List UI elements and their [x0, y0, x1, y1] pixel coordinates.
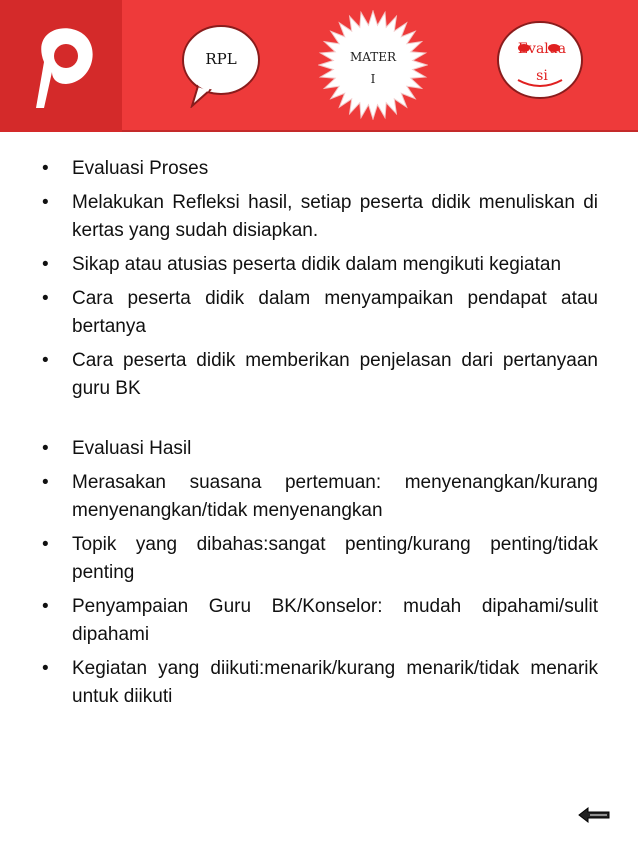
list-item: • Sikap atau atusias peserta didik dalam mengikuti kegiatan	[42, 251, 598, 279]
list-item: • Cara peserta didik memberikan penjelasan dari pertanyaan guru BK	[42, 347, 598, 403]
section-spacer	[42, 409, 598, 435]
header-banner	[0, 0, 638, 132]
list-item: • Topik yang dibahas:sangat penting/kurang penting/tidak penting	[42, 531, 598, 587]
back-button[interactable]	[578, 806, 610, 828]
rpl-label: RPL	[205, 50, 237, 68]
evaluasi-proses-list	[42, 155, 598, 403]
list-item: • Cara peserta didik dalam menyampaikan pendapat atau bertanya	[42, 285, 598, 341]
list-item: • Melakukan Refleksi hasil, setiap peserta didik menuliskan di kertas yang sudah disiapkan.	[42, 189, 598, 245]
materi-starburst[interactable]	[318, 10, 428, 120]
list-item: • Merasakan suasana pertemuan: menyenangkan/kurang menyenangkan/tidak menyenangkan	[42, 469, 598, 525]
back-arrow-icon	[578, 806, 610, 824]
list-item: • Evaluasi Hasil	[42, 435, 598, 463]
pinterest-logo[interactable]	[0, 0, 122, 132]
evaluasi-label: Evalua si	[517, 41, 567, 84]
main-content	[42, 155, 598, 717]
list-item: • Evaluasi Proses	[42, 155, 598, 183]
list-item: • Penyampaian Guru BK/Konselor: mudah dipahami/sulit dipahami	[42, 593, 598, 649]
rpl-speech-bubble[interactable]	[180, 24, 262, 96]
list-item: • Kegiatan yang diikuti:menarik/kurang menarik/tidak menarik untuk diikuti	[42, 655, 598, 711]
materi-label: MATER I	[349, 50, 397, 86]
evaluasi-hasil-list	[42, 435, 598, 711]
pinterest-icon	[22, 22, 100, 112]
evaluasi-smiley[interactable]	[496, 20, 584, 100]
